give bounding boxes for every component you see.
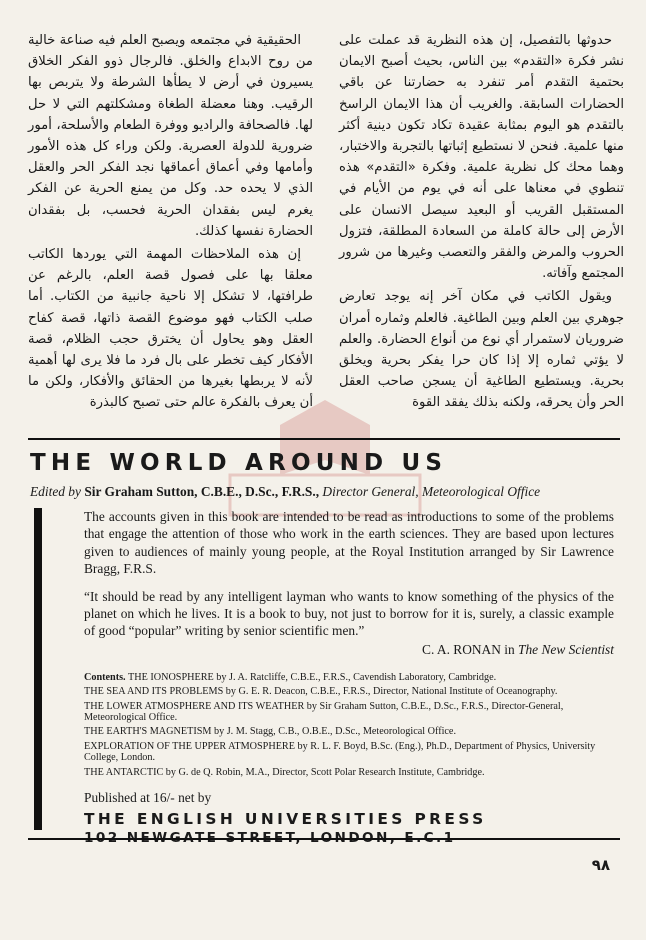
contents-entry bbox=[84, 726, 614, 737]
arabic-paragraph: ويقول الكاتب في مكان آخر إنه يوجد تعارض جوهري بين العلم وبين الطاغية. فالعلم وثماره أمران ضروريان لاستمرار أي نوع من أنواع الحضارة. والعلم لا يؤتي ثماره إلا إذا كان حرا يفكر بحرية ويخلق بحرية. ويستطيع الطاغية أن يسجن صاحب العقل الحر وأن يحرقه، ولكنه بذلك يفقد القوة bbox=[339, 289, 624, 411]
publisher-name: THE ENGLISH UNIVERSITIES PRESS bbox=[84, 810, 487, 829]
editor-prefix: Edited by bbox=[30, 484, 81, 499]
contents-entry bbox=[84, 686, 614, 697]
contents-entry bbox=[84, 767, 614, 778]
contents-text: THE SEA AND ITS PROBLEMS by G. E. R. Deacon, C.B.E., F.R.S., Director, National Institute of Oceanography. bbox=[84, 686, 558, 698]
editor-line bbox=[30, 484, 622, 500]
editor-role: Director General, Meteorological Office bbox=[322, 484, 541, 499]
section-divider-bottom bbox=[28, 838, 620, 840]
contents-entry bbox=[84, 672, 614, 683]
page-number: ٩٨ bbox=[591, 856, 610, 874]
contents-entry bbox=[84, 701, 614, 724]
quote-author: C. A. RONAN in bbox=[422, 641, 515, 657]
section-divider-top bbox=[28, 438, 620, 440]
arabic-column-right bbox=[339, 30, 624, 430]
contents-list bbox=[84, 672, 614, 778]
contents-label: Contents. bbox=[84, 671, 126, 683]
arabic-paragraph: حدوثها بالتفصيل، إن هذه النظرية قد عملت على نشر فكرة «التقدم» بين الناس، بحيث أصبح الايمان بحتمية التقدم أمر تنفرد به حضارتنا عن باقي الحضارات السابقة. والغريب أن هذا الايمان الراسخ بالتقدم هو اليوم بمثابة عقيدة تكاد تكون دينية أكثر منها علمية. فنحن لا نستطيع إثباتها بالتجربة والاختبار، وهما محك كل نظرية علمية. وفكرة «التقدم» هذه تنطوي في معناها على أنه في يوم من الأيام في المستقبل القريب أو البعيد سيصل الانسان على الأرض إلى حالة كاملة من السعادة المطلقة، فتزول الحروب والمرض والفقر والتعصب وغيرها من شرور المجتمع وآفاته. bbox=[339, 33, 624, 282]
ad-body bbox=[84, 508, 614, 846]
review-quote: “It should be read by any intelligent layman who wants to know something of the physics of the planet on which he lives. It is a book to buy, not just to borrow for it is, surely, a classic example of good “popular” writing by senior scientific men.” bbox=[84, 588, 614, 639]
contents-text: THE EARTH'S MAGNETISM by J. M. Stagg, C.B., O.B.E., D.Sc., Meteorological Office. bbox=[84, 726, 457, 738]
contents-text: THE LOWER ATMOSPHERE AND ITS WEATHER by Sir Graham Sutton, C.B.E., D.Sc., F.R.S., Director-General, Meteorological Office. bbox=[84, 700, 564, 724]
arabic-article bbox=[28, 30, 624, 430]
arabic-paragraph: الحقيقية في مجتمعه ويصبح العلم فيه صناعة خالية من روح الابداع والخلق. فالرجال ذوو الفكر الخلاق يسيرون في أرض لا يطأها الشرطة ولا يتربص بها الرقيب. وهنا معضلة الطغاة ومشكلتهم التي لا حل لها. فالصحافة والراديو ووفرة الطعام والأسلحة، أمور ضرورية للدولة العصرية. ولكن وراء كل هذه الأمور وأمامها وفي أعماق أعماقها نجد الفكر الحر والعقل الذي لا يحده حد. وكل من يمنع الحرية عن الفكر يغرم ليس بفقدان الحرية فحسب، بل بفقدان الحضارة نفسها كذلك. bbox=[28, 33, 313, 239]
editor-name: Sir Graham Sutton, C.B.E., D.Sc., F.R.S., bbox=[84, 484, 320, 499]
contents-text: THE IONOSPHERE by J. A. Ratcliffe, C.B.E., F.R.S., Cavendish Laboratory, Cambridge. bbox=[127, 671, 497, 683]
ad-sidebar-bar bbox=[34, 508, 42, 830]
contents-text: EXPLORATION OF THE UPPER ATMOSPHERE by R. L. F. Boyd, B.Sc. (Eng.), Ph.D., Department of Physics, University College, London. bbox=[84, 740, 596, 764]
arabic-column-left bbox=[28, 30, 313, 430]
arabic-paragraph: إن هذه الملاحظات المهمة التي يوردها الكاتب معلقا بها على فصول قصة العلم، بالرغم عن طرافتها، لا تشكل إلا ناحية جانبية من الكتاب. أما صلب الكتاب فهو موضوع القصة ذاتها، قصة كفاح العقل وهو يحاول أن يخترق حجب الظلام، قصة الأفكار كيف تخطر على بال فرد ما فلا يرى لها أهمية لأنه لا يربطها بغيرها من الحقائق والأفكار، ولكن ما أن يعرف بالفكرة عالم حتى تصبح كالبذرة bbox=[28, 247, 313, 411]
ad-intro: The accounts given in this book are intended to be read as introductions to some of the problems that engage the attention of those who work in the earth sciences. They are based upon lectures given to audiences of mainly young people, at the Royal Institution arranged by Sir Lawrence Bragg, F.R.S. bbox=[84, 509, 614, 577]
contents-entry bbox=[84, 741, 614, 764]
quote-publication: The New Scientist bbox=[518, 641, 614, 657]
quote-source bbox=[84, 642, 614, 658]
contents-text: THE ANTARCTIC by G. de Q. Robin, M.A., Director, Scott Polar Research Institute, Cambridge. bbox=[84, 766, 485, 778]
publisher-address: 102 NEWGATE STREET, LONDON, E.C.1 bbox=[84, 830, 456, 847]
ad-title: THE WORLD AROUND US bbox=[30, 450, 448, 476]
published-line: Published at 16/- net by bbox=[84, 790, 212, 806]
